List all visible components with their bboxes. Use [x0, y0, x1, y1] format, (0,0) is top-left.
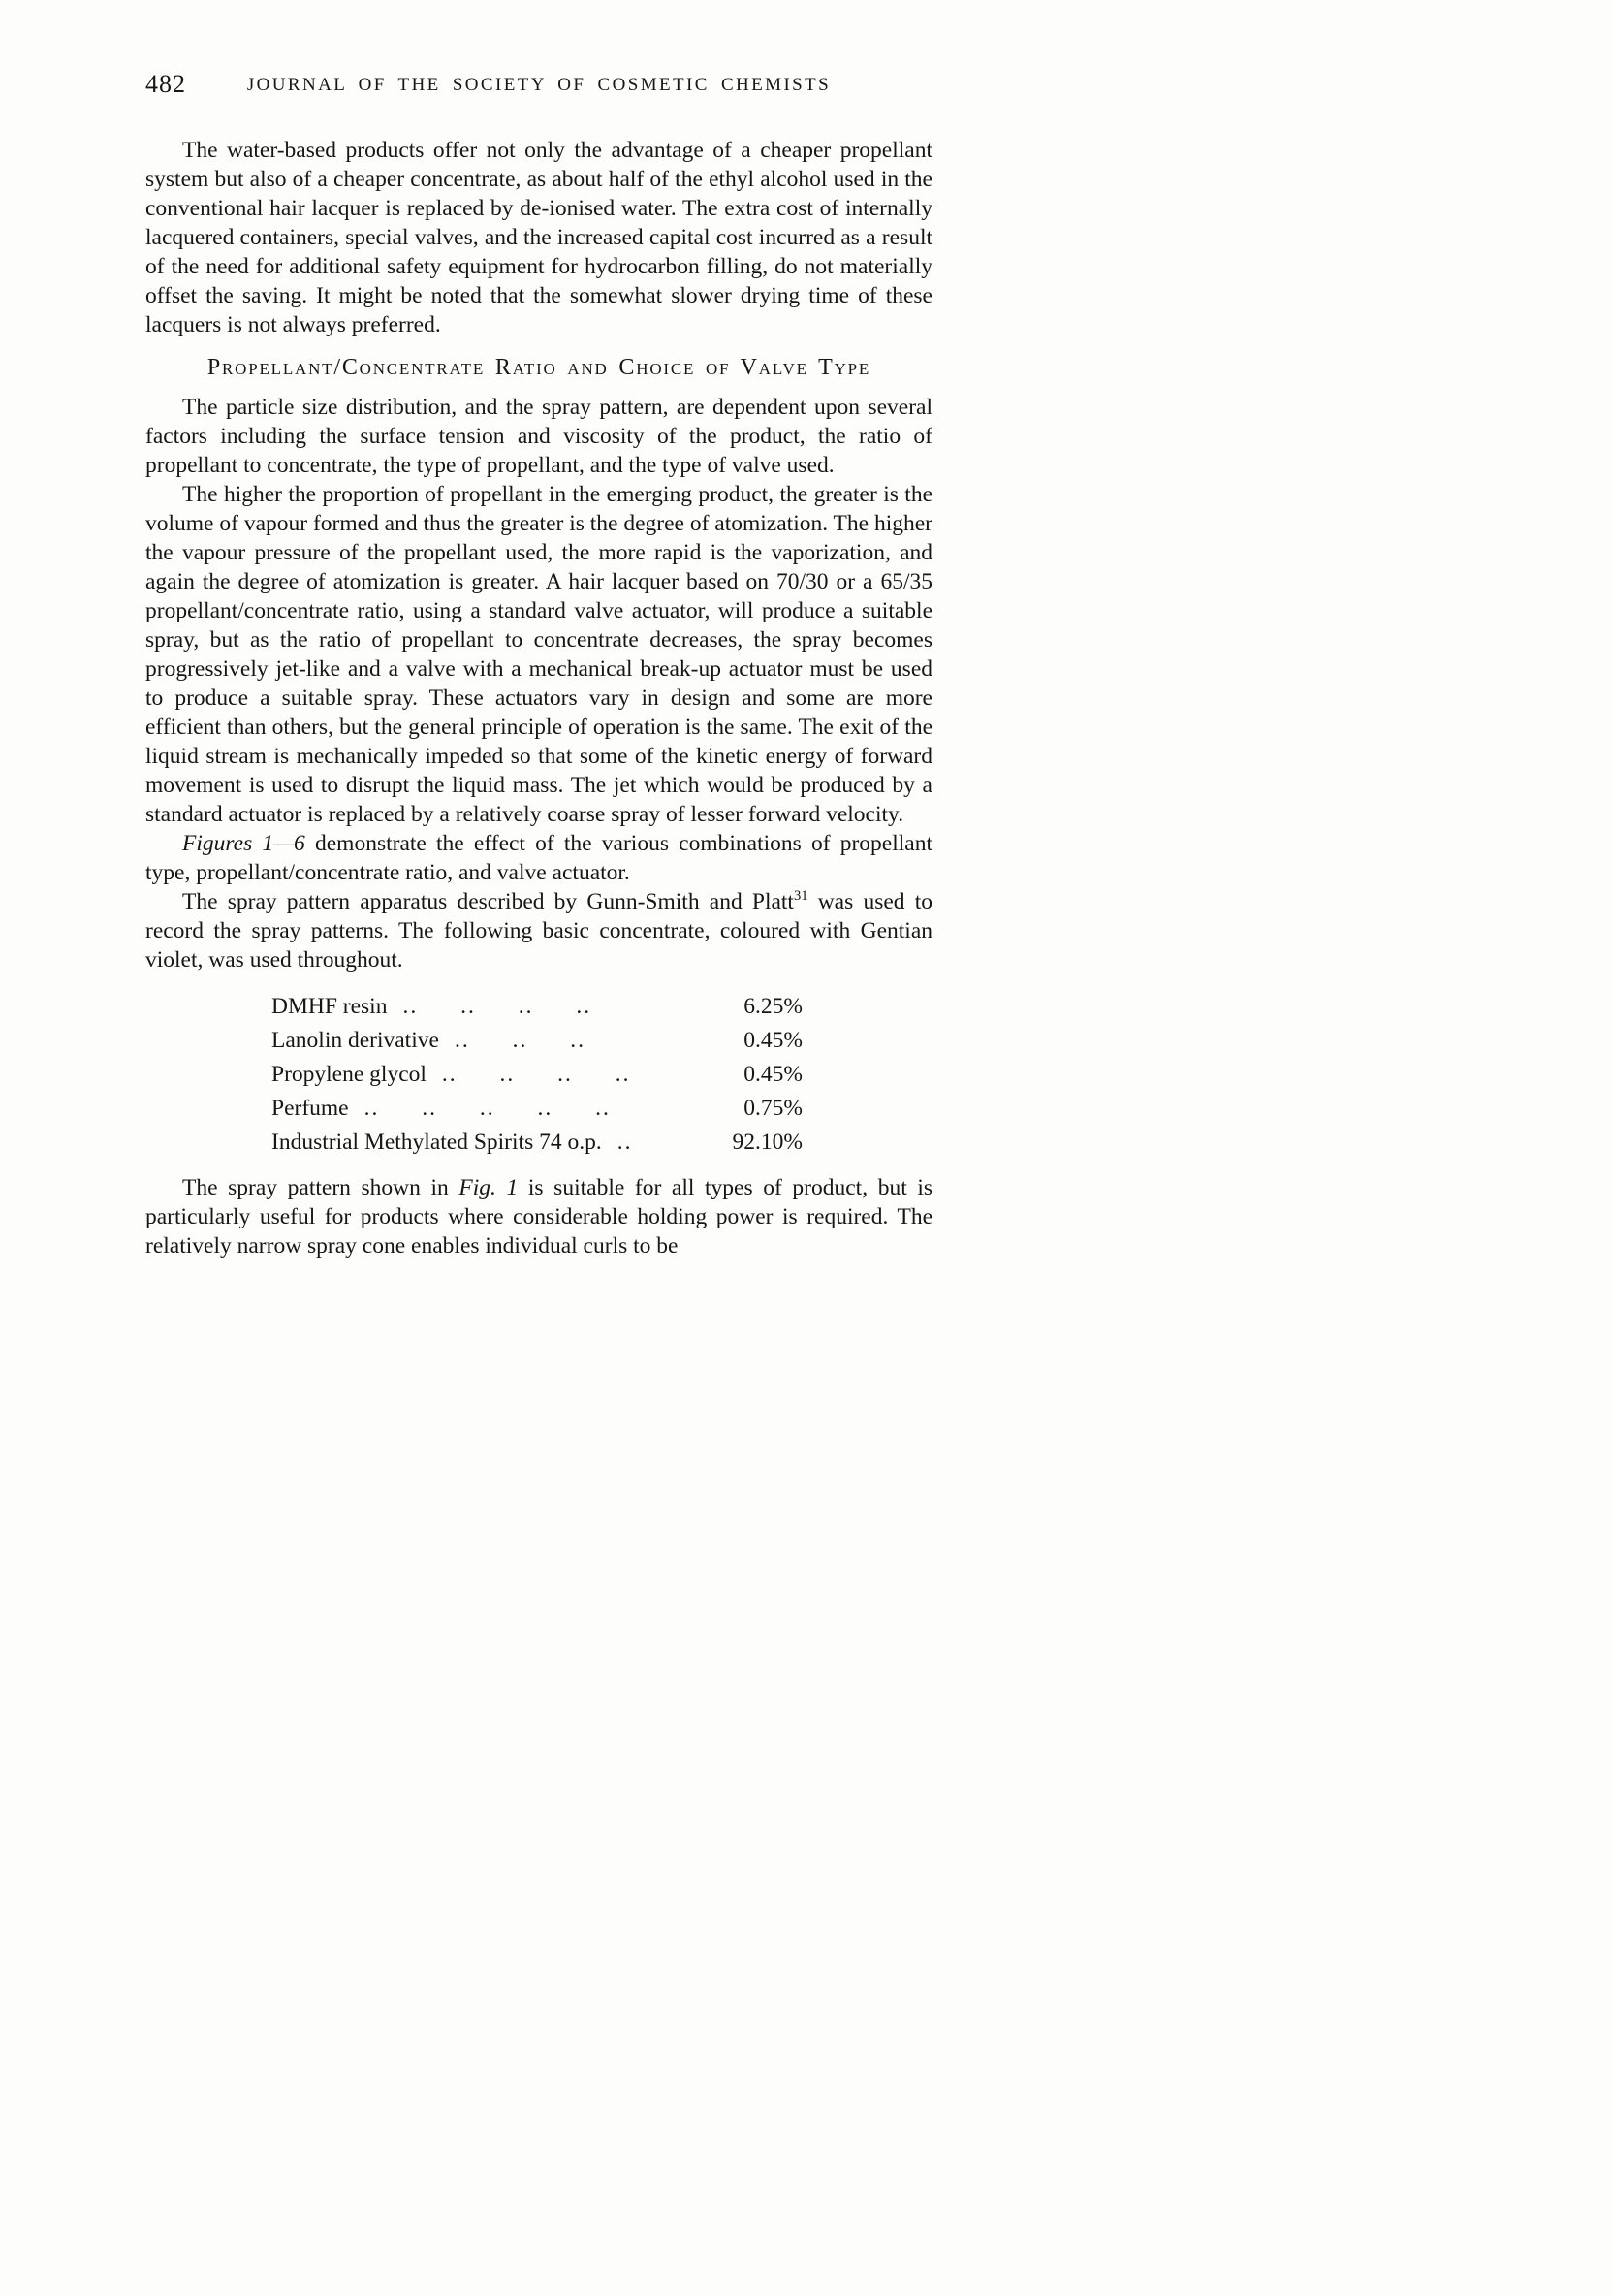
figure-reference: Fig. 1 [458, 1175, 519, 1200]
paragraph-spray-text: The spray pattern shown in [182, 1175, 459, 1200]
leader-dots: .. .. .. .. [441, 1062, 631, 1087]
figures-reference: Figures 1—6 [182, 831, 305, 856]
reference-superscript: 31 [793, 888, 808, 905]
page-number: 482 [145, 70, 186, 98]
formulation-row [271, 1058, 803, 1092]
ingredient-name: Industrial Methylated Spirits 74 o.p. [271, 1130, 602, 1155]
formulation-row [271, 1024, 803, 1058]
ingredient-value: 0.75% [743, 1096, 803, 1121]
paragraph-spray-text-cont: is suitable for all types of product, but is particularly useful for products where considerable holding power is required. The relatively narrow spray cone enables individual curls to be [145, 1175, 933, 1259]
ingredient-value: 6.25% [743, 994, 803, 1019]
formulation-row [271, 1092, 803, 1126]
paragraph-apparatus-text-cont: was used to record the spray patterns. The following basic concentrate, coloured with Gentian violet, was used throughout. [145, 889, 932, 973]
leader-dots: .. [616, 1130, 633, 1155]
paragraph-figures [145, 829, 932, 887]
page-header [145, 70, 932, 105]
section-heading: Propellant/Concentrate Ratio and Choice of Valve Type [206, 355, 871, 380]
leader-dots: .. .. .. .. .. [363, 1096, 611, 1121]
formulation-row [271, 990, 803, 1024]
ingredient-value: 92.10% [732, 1130, 803, 1155]
paragraph-water-based: The water-based products offer not only the advantage of a cheaper propellant system but also of a cheaper concentrate, as about half of the ethyl alcohol used in the conventional hair lacquer is replaced by de-ionised water. The extra cost of internally lacquered containers, special valves, and the increased capital cost incurred as a result of the need for additional safety equipment for hydrocarbon filling, do not materially offset the saving. It might be noted that the somewhat slower drying time of these lacquers is not always preferred. [145, 138, 932, 337]
paragraph-spray-pattern [145, 1173, 932, 1260]
leader-dots: .. .. .. .. [402, 994, 592, 1019]
ingredient-name: DMHF resin [271, 994, 388, 1019]
formulation-list [271, 990, 803, 1160]
ingredient-value: 0.45% [743, 1028, 803, 1053]
paragraph-figures-text: demonstrate the effect of the various combinations of propellant type, propellant/concentrate ratio, and valve actuator. [145, 831, 932, 885]
leader-dots: .. .. .. [454, 1028, 585, 1053]
ingredient-name: Perfume [271, 1096, 349, 1121]
paragraph-apparatus [145, 887, 932, 974]
ingredient-name: Propylene glycol [271, 1062, 427, 1087]
paragraph-proportion: The higher the proportion of propellant in the emerging product, the greater is the volume of vapour formed and thus the greater is the degree of atomization. The higher the vapour pressure of the propellant used, the more rapid is the vaporization, and again the degree of atomization is greater. A hair lacquer based on 70/30 or a 65/35 propellant/concentrate ratio, using a standard valve actuator, will produce a suitable spray, but as the ratio of propellant to concentrate decreases, the spray becomes progressively jet-like and a valve with a mechanical break-up actuator must be used to produce a suitable spray. These actuators vary in design and some are more efficient than others, but the general principle of operation is the same. The exit of the liquid stream is mechanically impeded so that some of the kinetic energy of forward movement is used to disrupt the liquid mass. The jet which would be produced by a standard actuator is replaced by a relatively coarse spray of lesser forward velocity. [145, 482, 933, 827]
ingredient-value: 0.45% [743, 1062, 803, 1087]
paragraph-apparatus-text: The spray pattern apparatus described by Gunn-Smith and Platt [182, 889, 794, 914]
print-area [145, 70, 932, 1260]
journal-title: JOURNAL OF THE SOCIETY OF COSMETIC CHEMISTS [246, 75, 832, 95]
formulation-row [271, 1126, 803, 1160]
paragraph-particle-size: The particle size distribution, and the spray pattern, are dependent upon several factors including the surface tension and viscosity of the product, the ratio of propellant to concentrate, the type of propellant, and the type of valve used. [145, 395, 932, 478]
ingredient-name: Lanolin derivative [271, 1028, 439, 1053]
